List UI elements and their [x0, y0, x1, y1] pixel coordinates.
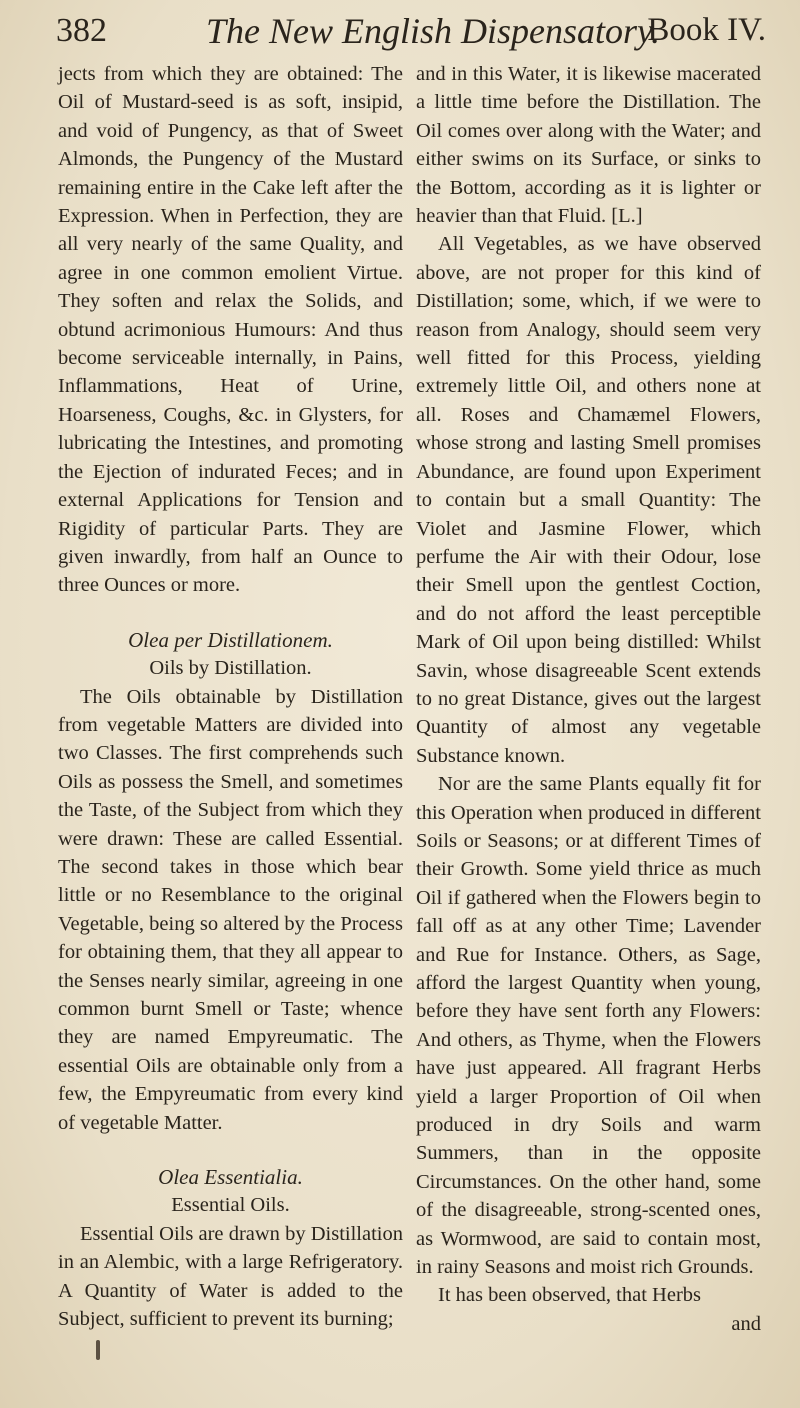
catchword: and — [731, 1312, 761, 1335]
section-heading-latin: Olea Essentialia. — [158, 1165, 303, 1190]
paragraph: jects from which they are obtained: The Oil of Mustard-seed is as soft, insipid, and void of Pungency, as that of Sweet Almonds, the Pungency of the Mustard remaining entire in the Cake left after the Expression. When in Perfection, they are all very nearly of the same Quality, and agree in one common emolient Virtue. They soften and relax the Solids, and obtund acrimonious Humours: And thus become serviceable internally, in Pains, Inflammations, Heat of Urine, Hoarseness, Coughs, &c. in Glysters, for lubricating the Intestines, and promoting the Ejection of indurated Feces; and in external Applications for Tension and Rigidity of particular Parts. They are given inwardly, from half an Ounce to three Ounces or more. — [58, 63, 403, 597]
paragraph: Essential Oils are drawn by Distillation in an Alembic, with a large Refrigeratory. A Quantity of Water is added to the Subject, sufficient to prevent its burning; — [58, 1222, 403, 1331]
section-heading-english: Essential Oils. — [171, 1194, 290, 1217]
section-heading-english: Oils by Distillation. — [149, 657, 312, 680]
paragraph: and in this Water, it is likewise macerated a little time before the Distillation. The Oil comes over along with the Water; and either swims on its Surface, or sinks to the Bottom, according as it is lighter or heavier than that Fluid. [L.] — [416, 63, 761, 228]
paragraph: It has been observed, that Herbs — [438, 1284, 701, 1307]
paragraph: All Vegetables, as we have observed above, are not proper for this kind of Distillation; some, which, if we were to reason from Analogy, should seem very well fitted for this Process, yielding extremely little Oil, and others none at all. Roses and Chamæmel Flowers, whose strong and lasting Smell promises Abundance, are found upon Experiment to contain but a small Quantity: The Violet and Jasmine Flower, which perfume the Air with their Odour, lose their Smell upon the gentlest Coction, and do not afford the least perceptible Mark of Oil upon being distilled: Whilst Savin, whose disagreeable Scent extends to no great Distance, gives out the largest Quantity of almost any vegetable Substance known. — [416, 233, 761, 767]
section-heading-latin: Olea per Distillationem. — [128, 627, 333, 652]
page-number: 382 — [56, 12, 107, 49]
right-column — [416, 60, 761, 1338]
paragraph: Nor are the same Plants equally fit for this Operation when produced in different Soils or Seasons; or at different Times of their Growth. Some yield thrice as much Oil if gathered when the Flowers begin to fall off as at any other Time; Lavender and Rue for Instance. Others, as Sage, afford the largest Quantity when young, before they have sent forth any Flowers: And others, as Thyme, when the Flowers have just appeared. All fragrant Herbs yield a larger Proportion of Oil when produced in dry Soils and warm Summers, than in the opposite Circumstances. On the other hand, some of the disagreeable, strong-scented ones, as Wormwood, are said to contain most, in rainy Seasons and moist rich Grounds. — [416, 773, 761, 1279]
ink-mark — [96, 1340, 100, 1360]
book-number: Book IV. — [647, 12, 766, 48]
running-title: The New English Dispensatory. — [206, 11, 661, 51]
paragraph: The Oils obtainable by Distillation from vegetable Matters are divided into two Classes. The first comprehends such Oils as possess the Smell, and sometimes the Taste, of the Subject from which they were drawn: These are called Essential. The second takes in those which bear little or no Resemblance to the original Vegetable, being so altered by the Process for obtaining them, that they all appear to the Senses nearly similar, agreeing in one common burnt Smell or Taste; whence they are named Empyreumatic. The essential Oils are obtainable only from a few, the Empyreumatic from every kind of vegetable Matter. — [58, 685, 403, 1134]
running-header — [56, 10, 766, 54]
left-column — [58, 60, 403, 1333]
